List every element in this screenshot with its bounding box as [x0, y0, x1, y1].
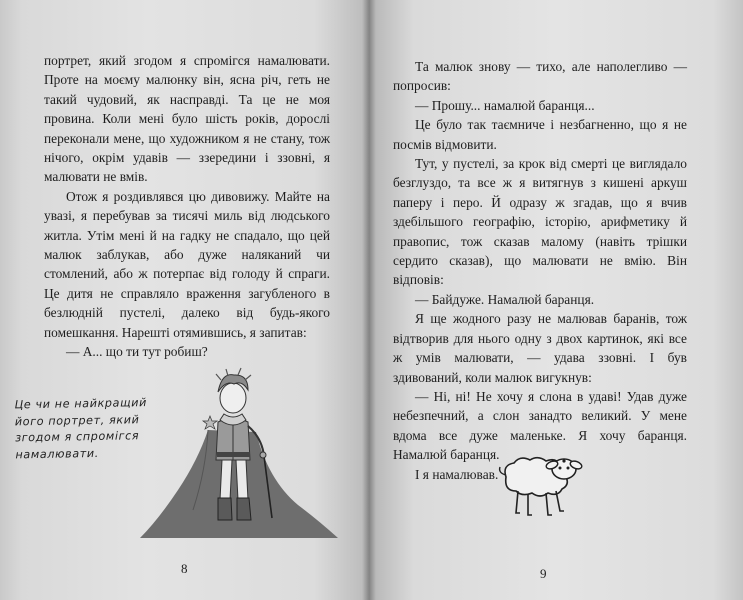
paragraph: — Прошу... намалюй баранця...: [415, 97, 595, 113]
page-number: 8: [181, 561, 188, 576]
little-prince-illustration: [138, 360, 338, 540]
left-page-text: [44, 51, 330, 362]
paragraph: портрет, який згодом я спромігся намалювати. Проте на моєму малюнку він, ясна річ, геть не такий чудовий, як насправді. Та це не моя провина. Коли мені було шість років, дорослі переконали мене, що художником я не стану, тож нічого, окрім удавів — ззередини і ззовні, я малювати не вмів.: [44, 53, 330, 185]
paragraph: І я намалював.: [415, 466, 499, 482]
caption-line: намалювати.: [15, 446, 99, 461]
caption-line: згодом я спромігся: [15, 429, 140, 445]
caption-line: його портрет, який: [14, 412, 140, 428]
paragraph: — Байдуже. Намалюй баранця.: [415, 291, 595, 307]
right-page: [369, 0, 743, 600]
right-page-text: [393, 57, 687, 484]
paragraph: Отож я роздивлявся цю дивовижу. Майте на увазі, я перебував за тисячі миль від людського житла. Утім мені й на гадку не спадало, що цей малюк заблукав, або дуже наляканий чи стомлений, або ж потерпає від голоду й спраги. Це дитя не справляло враження загубленого в безлюдній пустелі, далеко від будь-якого помешкання. Нарешті отямившись, я запитав:: [44, 188, 330, 340]
sheep-drawing-illustration: [494, 447, 594, 527]
paragraph: Це було так таємниче і незбагненно, що я не посмів відмовити.: [393, 117, 687, 152]
caption-line: Це чи не найкращий: [14, 396, 148, 412]
left-page: [0, 0, 369, 600]
paragraph: Я ще жодного разу не малював баранів, тож відтворив для нього одну з двох картинок, які все ж умів малювати, — удава ззовні. І був здивований, коли малюк вигукнув:: [393, 311, 687, 385]
page-number: 9: [540, 566, 547, 581]
paragraph: — Ні, ні! Не хочу я слона в удаві! Удав дуже небезпечний, а слон занадто великий. У мене вдома все дуже маленьке. Я хочу баранця. Намалюй баранця.: [393, 388, 687, 463]
book-gutter: [362, 0, 376, 600]
paragraph: Тут, у пустелі, за крок від смерті це виглядало безглуздо, та все ж я витягнув з кишені аркуш паперу і перо. Й одразу ж згадав, що я вчив здебільшого географію, історію, арифметику й правопис, тож сказав малому (навіть трішки сердито сказав), що малювати не вмію. Він відповів:: [393, 156, 687, 288]
paragraph: — А... що ти тут робиш?: [66, 344, 208, 360]
paragraph: Та малюк знову — тихо, але наполегливо — попросив:: [393, 59, 687, 94]
